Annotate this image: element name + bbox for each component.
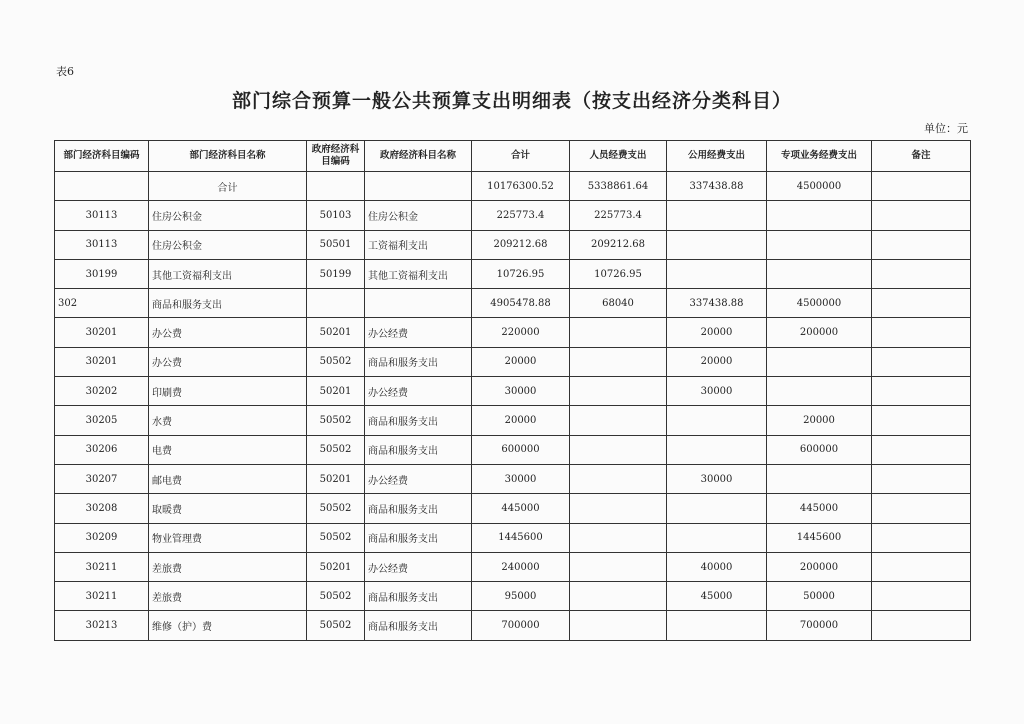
dept-name-cell: 办公费 (149, 347, 307, 376)
dept-code-cell: 30206 (55, 435, 149, 464)
gov-name-cell: 商品和服务支出 (365, 494, 472, 523)
gov-code-cell (307, 289, 365, 318)
personnel-cell (570, 611, 667, 640)
dept-code-cell: 30211 (55, 552, 149, 581)
public-cell (667, 201, 767, 230)
dept-name-cell: 水费 (149, 406, 307, 435)
public-cell (667, 230, 767, 259)
personnel-cell (570, 318, 667, 347)
personnel-cell (570, 552, 667, 581)
personnel-cell (570, 582, 667, 611)
total-cell: 225773.4 (472, 201, 570, 230)
special-cell: 4500000 (767, 289, 872, 318)
gov-code-cell: 50201 (307, 464, 365, 493)
total-cell: 20000 (472, 347, 570, 376)
gov-name-cell (365, 172, 472, 201)
special-cell (767, 377, 872, 406)
dept-name-cell: 住房公积金 (149, 201, 307, 230)
public-cell (667, 259, 767, 288)
table-row (55, 582, 971, 611)
dept-code-cell: 30211 (55, 582, 149, 611)
special-cell (767, 259, 872, 288)
dept-name-cell: 邮电费 (149, 464, 307, 493)
gov-name-cell: 办公经费 (365, 464, 472, 493)
gov-name-cell: 办公经费 (365, 318, 472, 347)
public-cell: 30000 (667, 377, 767, 406)
personnel-cell (570, 523, 667, 552)
total-cell: 700000 (472, 611, 570, 640)
remarks-cell (872, 494, 971, 523)
dept-name-cell: 办公费 (149, 318, 307, 347)
remarks-cell (872, 406, 971, 435)
table-row (55, 406, 971, 435)
gov-name-cell: 商品和服务支出 (365, 582, 472, 611)
special-cell: 20000 (767, 406, 872, 435)
table-row (55, 347, 971, 376)
gov-name-cell: 其他工资福利支出 (365, 259, 472, 288)
special-cell: 600000 (767, 435, 872, 464)
remarks-cell (872, 377, 971, 406)
personnel-cell: 225773.4 (570, 201, 667, 230)
table-row (55, 611, 971, 640)
dept-name-cell: 维修（护）费 (149, 611, 307, 640)
remarks-cell (872, 523, 971, 552)
special-cell: 1445600 (767, 523, 872, 552)
dept-code-cell (55, 172, 149, 201)
special-cell (767, 230, 872, 259)
total-cell: 4905478.88 (472, 289, 570, 318)
header-dept-code: 部门经济科目编码 (55, 141, 149, 172)
dept-code-cell: 30207 (55, 464, 149, 493)
dept-code-cell: 30113 (55, 230, 149, 259)
gov-name-cell: 商品和服务支出 (365, 611, 472, 640)
public-cell: 45000 (667, 582, 767, 611)
total-cell: 600000 (472, 435, 570, 464)
total-cell: 10176300.52 (472, 172, 570, 201)
public-cell: 337438.88 (667, 289, 767, 318)
special-cell: 200000 (767, 552, 872, 581)
special-cell: 50000 (767, 582, 872, 611)
dept-name-cell: 取暖费 (149, 494, 307, 523)
header-special: 专项业务经费支出 (767, 141, 872, 172)
table-row (55, 494, 971, 523)
header-total: 合计 (472, 141, 570, 172)
dept-code-cell: 30201 (55, 347, 149, 376)
public-cell: 30000 (667, 464, 767, 493)
special-cell (767, 201, 872, 230)
header-gov-name: 政府经济科目名称 (365, 141, 472, 172)
dept-code-cell: 30208 (55, 494, 149, 523)
personnel-cell (570, 347, 667, 376)
public-cell: 20000 (667, 347, 767, 376)
remarks-cell (872, 464, 971, 493)
gov-code-cell: 50502 (307, 611, 365, 640)
dept-code-cell: 30213 (55, 611, 149, 640)
public-cell (667, 523, 767, 552)
gov-code-cell: 50502 (307, 494, 365, 523)
total-cell: 30000 (472, 377, 570, 406)
personnel-cell (570, 406, 667, 435)
header-gov-code: 政府经济科目编码 (307, 141, 365, 172)
gov-code-cell: 50502 (307, 406, 365, 435)
personnel-cell (570, 464, 667, 493)
dept-code-cell: 30202 (55, 377, 149, 406)
dept-name-cell: 物业管理费 (149, 523, 307, 552)
total-cell: 30000 (472, 464, 570, 493)
public-cell: 337438.88 (667, 172, 767, 201)
dept-name-cell: 差旅费 (149, 552, 307, 581)
gov-name-cell: 商品和服务支出 (365, 347, 472, 376)
header-dept-name: 部门经济科目名称 (149, 141, 307, 172)
gov-name-cell: 办公经费 (365, 552, 472, 581)
public-cell (667, 494, 767, 523)
special-cell: 445000 (767, 494, 872, 523)
gov-name-cell: 商品和服务支出 (365, 435, 472, 464)
remarks-cell (872, 318, 971, 347)
table-row (55, 523, 971, 552)
gov-name-cell: 工资福利支出 (365, 230, 472, 259)
total-cell: 445000 (472, 494, 570, 523)
table-header-row (55, 141, 971, 172)
gov-code-cell: 50199 (307, 259, 365, 288)
dept-name-cell: 商品和服务支出 (149, 289, 307, 318)
public-cell: 40000 (667, 552, 767, 581)
gov-name-cell (365, 289, 472, 318)
table-row (55, 435, 971, 464)
remarks-cell (872, 201, 971, 230)
public-cell (667, 611, 767, 640)
gov-code-cell: 50502 (307, 435, 365, 464)
personnel-cell: 5338861.64 (570, 172, 667, 201)
table-row (55, 289, 971, 318)
table-body (55, 172, 971, 641)
personnel-cell: 68040 (570, 289, 667, 318)
remarks-cell (872, 230, 971, 259)
table-row (55, 377, 971, 406)
gov-code-cell: 50201 (307, 318, 365, 347)
public-cell: 20000 (667, 318, 767, 347)
special-cell (767, 464, 872, 493)
gov-code-cell: 50103 (307, 201, 365, 230)
table-row (55, 201, 971, 230)
table-row (55, 259, 971, 288)
table-number: 表6 (56, 65, 74, 78)
remarks-cell (872, 347, 971, 376)
remarks-cell (872, 582, 971, 611)
public-cell (667, 435, 767, 464)
special-cell: 700000 (767, 611, 872, 640)
gov-name-cell: 商品和服务支出 (365, 523, 472, 552)
special-cell: 4500000 (767, 172, 872, 201)
total-cell: 240000 (472, 552, 570, 581)
document-title: 部门综合预算一般公共预算支出明细表（按支出经济分类科目） (231, 90, 792, 112)
total-cell: 95000 (472, 582, 570, 611)
table-row (55, 464, 971, 493)
dept-code-cell: 30199 (55, 259, 149, 288)
personnel-cell: 209212.68 (570, 230, 667, 259)
gov-code-cell: 50501 (307, 230, 365, 259)
dept-name-cell: 电费 (149, 435, 307, 464)
special-cell (767, 347, 872, 376)
gov-code-cell: 50201 (307, 377, 365, 406)
header-personnel: 人员经费支出 (570, 141, 667, 172)
personnel-cell (570, 435, 667, 464)
table-row (55, 172, 971, 201)
remarks-cell (872, 259, 971, 288)
expense-table (54, 140, 971, 641)
dept-code-cell: 302 (55, 289, 149, 318)
remarks-cell (872, 289, 971, 318)
gov-name-cell: 商品和服务支出 (365, 406, 472, 435)
personnel-cell (570, 494, 667, 523)
public-cell (667, 406, 767, 435)
gov-code-cell (307, 172, 365, 201)
dept-name-cell: 住房公积金 (149, 230, 307, 259)
special-cell: 200000 (767, 318, 872, 347)
dept-name-cell: 其他工资福利支出 (149, 259, 307, 288)
dept-code-cell: 30201 (55, 318, 149, 347)
total-cell: 1445600 (472, 523, 570, 552)
dept-code-cell: 30209 (55, 523, 149, 552)
total-cell: 220000 (472, 318, 570, 347)
unit-label: 单位：元 (924, 122, 968, 135)
remarks-cell (872, 172, 971, 201)
gov-code-cell: 50502 (307, 347, 365, 376)
dept-name-cell: 合计 (149, 172, 307, 201)
gov-name-cell: 办公经费 (365, 377, 472, 406)
remarks-cell (872, 611, 971, 640)
total-cell: 10726.95 (472, 259, 570, 288)
gov-code-cell: 50502 (307, 582, 365, 611)
total-cell: 209212.68 (472, 230, 570, 259)
table-row (55, 230, 971, 259)
gov-code-cell: 50502 (307, 523, 365, 552)
table-row (55, 552, 971, 581)
header-remarks: 备注 (872, 141, 971, 172)
personnel-cell: 10726.95 (570, 259, 667, 288)
personnel-cell (570, 377, 667, 406)
total-cell: 20000 (472, 406, 570, 435)
gov-code-cell: 50201 (307, 552, 365, 581)
gov-name-cell: 住房公积金 (365, 201, 472, 230)
remarks-cell (872, 435, 971, 464)
remarks-cell (872, 552, 971, 581)
header-public: 公用经费支出 (667, 141, 767, 172)
dept-code-cell: 30113 (55, 201, 149, 230)
dept-name-cell: 印刷费 (149, 377, 307, 406)
dept-name-cell: 差旅费 (149, 582, 307, 611)
dept-code-cell: 30205 (55, 406, 149, 435)
table-row (55, 318, 971, 347)
